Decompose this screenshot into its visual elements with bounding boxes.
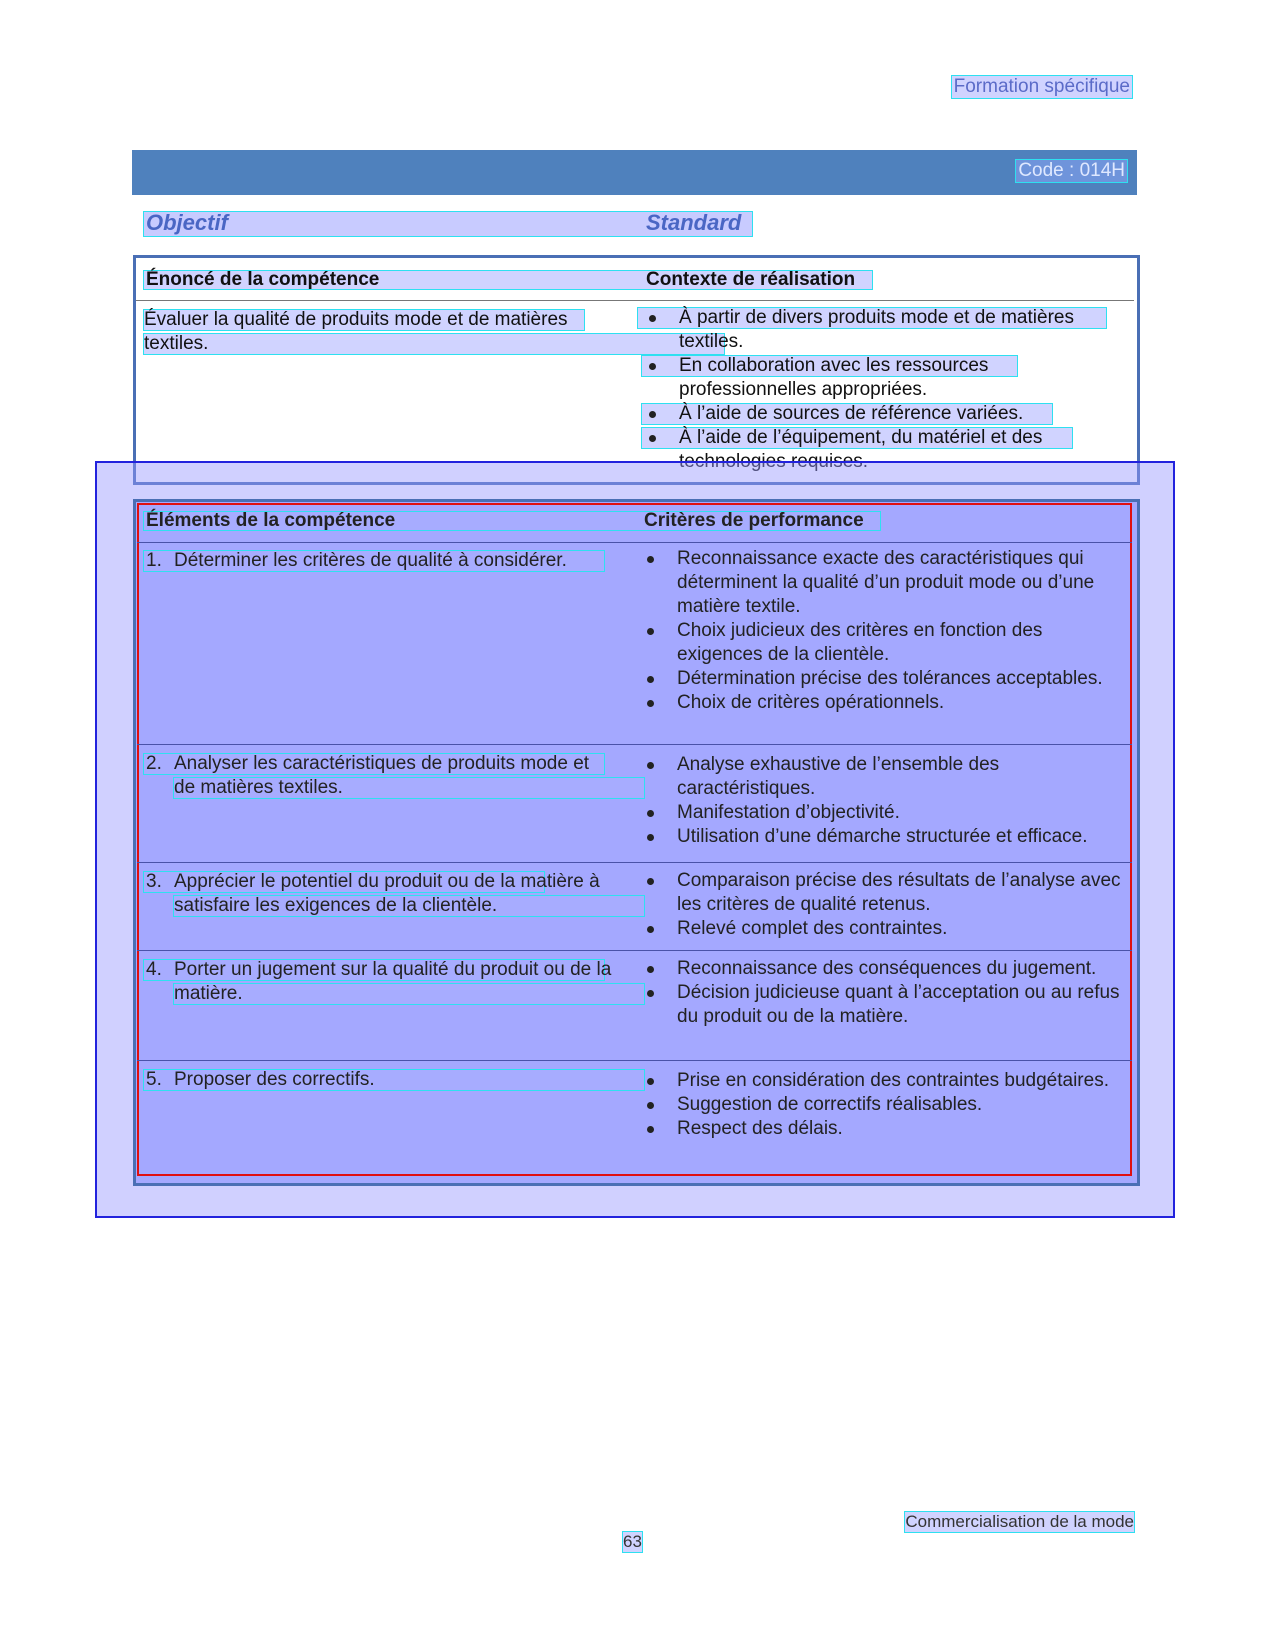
criterion-item: Suggestion de correctifs réalisables. (644, 1093, 1122, 1117)
criterion-item: Respect des délais. (644, 1117, 1122, 1141)
criterion-item: Choix de critères opérationnels. (644, 691, 1122, 715)
element-text: Apprécier le potentiel du produit ou de la matière à satisfaire les exigences de la clientèle. (174, 871, 600, 916)
section-title: Formation spécifique (953, 76, 1130, 97)
criterion-item: Reconnaissance exacte des caractéristiques qui déterminent la qualité d’un produit mode ou d’une matière textile. (644, 547, 1122, 619)
contexte-col-header: Contexte de réalisation (646, 269, 856, 290)
criteria-list (644, 957, 1122, 1029)
criterion-item: Manifestation d’objectivité. (644, 801, 1122, 825)
element-number: 5. (146, 1069, 162, 1090)
contexte-item: À l’aide de sources de référence variées. (646, 402, 1116, 426)
criteria-list (644, 547, 1122, 715)
criterion-item: Reconnaissance des conséquences du jugement. (644, 957, 1122, 981)
criteria-list (644, 869, 1122, 941)
criteria-list (644, 753, 1122, 849)
row-divider (137, 862, 1132, 863)
element-text: Analyser les caractéristiques de produits mode et de matières textiles. (174, 753, 590, 798)
objectif-heading: Objectif (146, 210, 228, 235)
criterion-item: Décision judicieuse quant à l’acceptation ou au refus du produit ou de la matière. (644, 981, 1122, 1029)
program-name: Commercialisation de la mode (905, 1512, 1134, 1531)
criterion-item: Prise en considération des contraintes budgétaires. (644, 1069, 1122, 1093)
enonce-col-header: Énoncé de la compétence (146, 269, 380, 290)
criterion-item: Relevé complet des contraintes. (644, 917, 1122, 941)
enonce-divider (136, 300, 1134, 301)
element-number: 1. (146, 550, 162, 571)
contexte-item: À l’aide de l’équipement, du matériel et des technologies requises. (646, 426, 1116, 474)
row-divider (137, 1060, 1132, 1061)
element-number: 2. (146, 753, 162, 774)
row-divider (137, 542, 1132, 543)
code-banner (132, 150, 1137, 195)
standard-heading: Standard (646, 210, 742, 235)
competence-statement: Évaluer la qualité de produits mode et de matières textiles. (144, 309, 568, 354)
contexte-list (646, 306, 1116, 474)
criterion-item: Analyse exhaustive de l’ensemble des caractéristiques. (644, 753, 1122, 801)
elements-col-header: Éléments de la compétence (146, 510, 396, 531)
criterion-item: Utilisation d’une démarche structurée et efficace. (644, 825, 1122, 849)
contexte-item: En collaboration avec les ressources professionnelles appropriées. (646, 354, 1116, 402)
criteres-col-header: Critères de performance (644, 510, 864, 531)
criterion-item: Choix judicieux des critères en fonction des exigences de la clientèle. (644, 619, 1122, 667)
criteria-list (644, 1069, 1122, 1141)
contexte-item: À partir de divers produits mode et de matières textiles. (646, 306, 1116, 354)
element-text: Proposer des correctifs. (174, 1069, 375, 1090)
row-divider (137, 744, 1132, 745)
element-number: 3. (146, 871, 162, 892)
element-text: Porter un jugement sur la qualité du produit ou de la matière. (174, 959, 612, 1004)
competence-code: Code : 014H (1018, 160, 1125, 181)
criterion-item: Comparaison précise des résultats de l’analyse avec les critères de qualité retenus. (644, 869, 1122, 917)
page-number: 63 (623, 1532, 642, 1551)
criterion-item: Détermination précise des tolérances acceptables. (644, 667, 1122, 691)
row-divider (137, 950, 1132, 951)
element-number: 4. (146, 959, 162, 980)
element-text: Déterminer les critères de qualité à considérer. (174, 550, 567, 571)
